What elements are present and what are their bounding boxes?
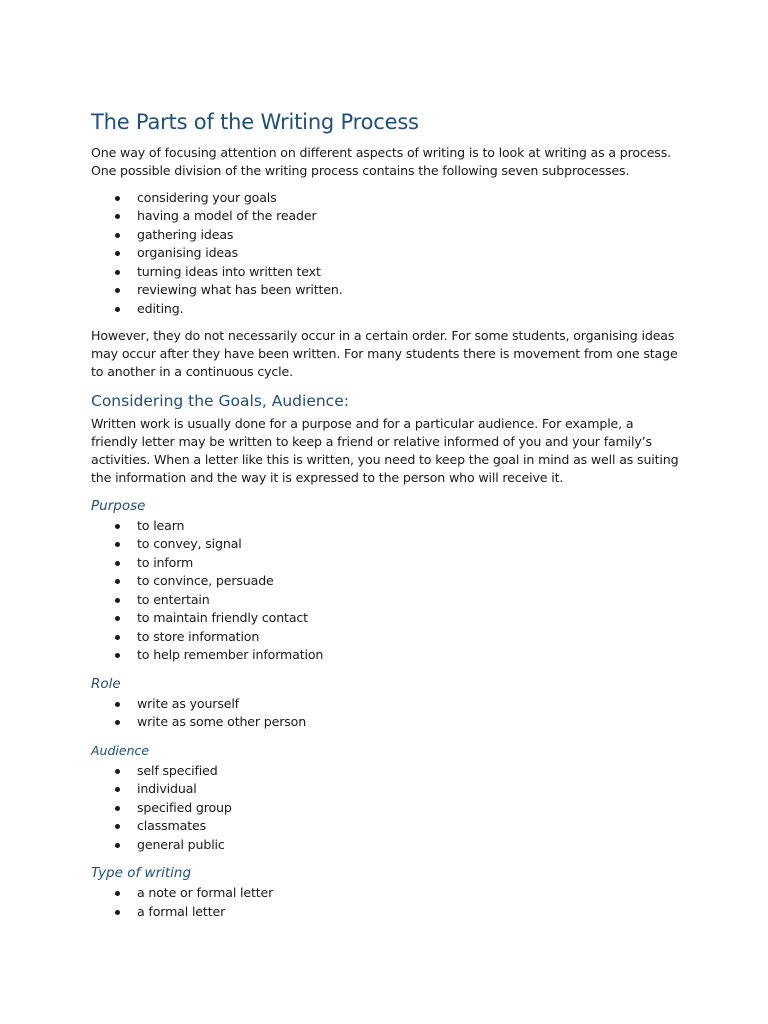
list-item: editing. xyxy=(91,300,681,319)
list-item: to learn xyxy=(91,517,681,536)
list-item: to convey, signal xyxy=(91,535,681,554)
document-page xyxy=(91,108,681,930)
list-item: general public xyxy=(91,836,681,855)
type-of-writing-heading: Type of writing xyxy=(91,865,192,882)
order-paragraph: However, they do not necessarily occur in a certain order. For some students, organising ideas may occur after they have been written. For many students there is movement from one stage to another in a continuous cycle. xyxy=(91,328,678,379)
list-item: write as yourself xyxy=(91,695,681,714)
list-item: to store information xyxy=(91,628,681,647)
role-heading: Role xyxy=(91,675,121,692)
list-item: having a model of the reader xyxy=(91,207,681,226)
list-item: to maintain friendly contact xyxy=(91,609,681,628)
intro-paragraph: One way of focusing attention on different aspects of writing is to look at writing as a process. One possible division of the writing process contains the following seven subprocesses. xyxy=(91,145,671,178)
list-item: to help remember information xyxy=(91,646,681,665)
list-item: specified group xyxy=(91,799,681,818)
type-of-writing-list xyxy=(91,884,681,921)
list-item: reviewing what has been written. xyxy=(91,281,681,300)
goals-paragraph: Written work is usually done for a purpose and for a particular audience. For example, a friendly letter may be written to keep a friend or relative informed of you and your family’s activities. When a letter like this is written, you need to keep the goal in mind as well as suiting the information and the way it is expressed to the person who will receive it. xyxy=(91,416,679,485)
purpose-list xyxy=(91,517,681,665)
list-item: considering your goals xyxy=(91,189,681,208)
list-item: self specified xyxy=(91,762,681,781)
subprocesses-list xyxy=(91,189,681,319)
list-item: classmates xyxy=(91,817,681,836)
list-item: a formal letter xyxy=(91,903,681,922)
list-item: to inform xyxy=(91,554,681,573)
list-item: gathering ideas xyxy=(91,226,681,245)
goals-heading: Considering the Goals, Audience: xyxy=(91,392,349,411)
list-item: to entertain xyxy=(91,591,681,610)
list-item: individual xyxy=(91,780,681,799)
list-item: write as some other person xyxy=(91,713,681,732)
role-list xyxy=(91,695,681,732)
list-item: turning ideas into written text xyxy=(91,263,681,282)
purpose-heading: Purpose xyxy=(91,497,146,514)
list-item: a note or formal letter xyxy=(91,884,681,903)
list-item: organising ideas xyxy=(91,244,681,263)
page-title: The Parts of the Writing Process xyxy=(91,110,419,134)
audience-list xyxy=(91,762,681,855)
list-item: to convince, persuade xyxy=(91,572,681,591)
audience-heading: Audience xyxy=(91,742,150,758)
